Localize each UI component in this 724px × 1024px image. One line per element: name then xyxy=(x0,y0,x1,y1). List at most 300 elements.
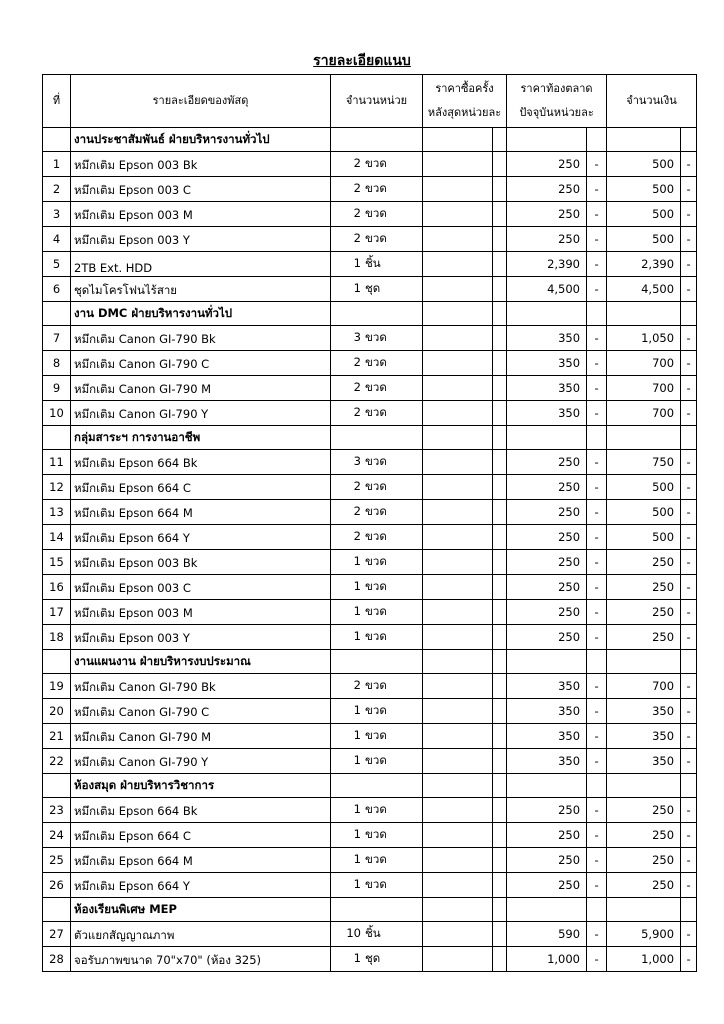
item-market-price: 250 xyxy=(507,177,587,202)
item-quantity xyxy=(331,152,423,177)
item-no: 19 xyxy=(43,674,71,699)
item-qty-number: 1 xyxy=(353,728,361,742)
group-lastprice-dash-cell xyxy=(493,426,507,450)
item-amount-dash: - xyxy=(681,947,697,972)
item-market-price: 350 xyxy=(507,326,587,351)
item-no: 9 xyxy=(43,376,71,401)
item-market-price-dash: - xyxy=(587,550,607,575)
item-amount: 350 xyxy=(607,699,681,724)
item-qty-number: 2 xyxy=(353,231,361,245)
item-qty-unit: ขวด xyxy=(365,405,387,419)
item-market-price-dash: - xyxy=(587,625,607,650)
item-quantity xyxy=(331,252,423,277)
item-qty-unit: ชุด xyxy=(365,281,381,295)
item-qty-number: 2 xyxy=(353,181,361,195)
group-market-cell xyxy=(507,774,587,798)
group-market-cell xyxy=(507,898,587,922)
item-last-price xyxy=(423,873,493,898)
item-market-price: 250 xyxy=(507,152,587,177)
item-qty-unit: ขวด xyxy=(365,852,387,866)
item-amount-dash: - xyxy=(681,475,697,500)
item-quantity xyxy=(331,376,423,401)
table-row xyxy=(43,699,697,724)
item-last-price-dash xyxy=(493,922,507,947)
item-qty-unit: ขวด xyxy=(365,504,387,518)
item-last-price xyxy=(423,823,493,848)
item-description: หมึกเติม Epson 003 Y xyxy=(71,227,331,252)
header-description: รายละเอียดของพัสดุ xyxy=(71,75,331,128)
table-row xyxy=(43,625,697,650)
item-last-price-dash xyxy=(493,823,507,848)
header-amount: จำนวนเงิน xyxy=(607,75,697,128)
item-amount-dash: - xyxy=(681,798,697,823)
item-amount-dash: - xyxy=(681,376,697,401)
item-qty-unit: ขวด xyxy=(365,454,387,468)
item-amount: 4,500 xyxy=(607,277,681,302)
item-description: หมึกเติม Epson 664 Y xyxy=(71,873,331,898)
item-no: 24 xyxy=(43,823,71,848)
item-no: 20 xyxy=(43,699,71,724)
item-market-price: 250 xyxy=(507,848,587,873)
item-no: 2 xyxy=(43,177,71,202)
group-no-cell xyxy=(43,128,71,152)
item-last-price xyxy=(423,326,493,351)
group-market-dash-cell xyxy=(587,426,607,450)
item-quantity xyxy=(331,450,423,475)
table-body xyxy=(43,128,697,972)
item-description: หมึกเติม Epson 003 M xyxy=(71,202,331,227)
group-amount-cell xyxy=(607,426,681,450)
table-row xyxy=(43,277,697,302)
group-row xyxy=(43,426,697,450)
item-description: หมึกเติม Epson 003 C xyxy=(71,575,331,600)
item-last-price-dash xyxy=(493,600,507,625)
group-lastprice-dash-cell xyxy=(493,302,507,326)
item-quantity xyxy=(331,600,423,625)
item-last-price xyxy=(423,351,493,376)
item-last-price-dash xyxy=(493,227,507,252)
table-row xyxy=(43,252,697,277)
group-market-cell xyxy=(507,128,587,152)
item-market-price-dash: - xyxy=(587,450,607,475)
group-amount-cell xyxy=(607,898,681,922)
item-qty-unit: ขวด xyxy=(365,231,387,245)
item-quantity xyxy=(331,823,423,848)
item-no: 3 xyxy=(43,202,71,227)
item-market-price-dash: - xyxy=(587,326,607,351)
item-quantity xyxy=(331,525,423,550)
item-qty-number: 1 xyxy=(353,802,361,816)
item-market-price: 350 xyxy=(507,351,587,376)
item-last-price-dash xyxy=(493,500,507,525)
item-quantity xyxy=(331,798,423,823)
group-no-cell xyxy=(43,774,71,798)
item-amount-dash: - xyxy=(681,500,697,525)
table-row xyxy=(43,873,697,898)
item-last-price-dash xyxy=(493,625,507,650)
item-qty-number: 1 xyxy=(353,951,361,965)
table-row xyxy=(43,450,697,475)
item-amount: 350 xyxy=(607,749,681,774)
item-amount: 250 xyxy=(607,600,681,625)
item-quantity xyxy=(331,227,423,252)
item-description: ชุดไมโครโฟนไร้สาย xyxy=(71,277,331,302)
group-title: ห้องเรียนพิเศษ MEP xyxy=(71,898,331,922)
item-no: 15 xyxy=(43,550,71,575)
item-amount-dash: - xyxy=(681,351,697,376)
item-last-price xyxy=(423,699,493,724)
table-row xyxy=(43,947,697,972)
item-no: 13 xyxy=(43,500,71,525)
item-amount-dash: - xyxy=(681,326,697,351)
item-qty-unit: ขวด xyxy=(365,728,387,742)
group-lastprice-cell xyxy=(423,302,493,326)
item-description: หมึกเติม Epson 003 Y xyxy=(71,625,331,650)
item-qty-unit: ขวด xyxy=(365,181,387,195)
item-qty-number: 3 xyxy=(353,330,361,344)
item-last-price-dash xyxy=(493,152,507,177)
item-amount-dash: - xyxy=(681,152,697,177)
item-last-price-dash xyxy=(493,277,507,302)
item-qty-unit: ขวด xyxy=(365,206,387,220)
group-row xyxy=(43,650,697,674)
table-row xyxy=(43,798,697,823)
item-qty-number: 3 xyxy=(353,454,361,468)
group-row xyxy=(43,128,697,152)
items-table xyxy=(42,74,697,972)
table-row xyxy=(43,724,697,749)
group-no-cell xyxy=(43,302,71,326)
item-market-price-dash: - xyxy=(587,525,607,550)
item-description: หมึกเติม Epson 003 Bk xyxy=(71,152,331,177)
item-market-price-dash: - xyxy=(587,177,607,202)
item-qty-unit: ขวด xyxy=(365,479,387,493)
item-description: ตัวแยกสัญญาณภาพ xyxy=(71,922,331,947)
item-market-price: 350 xyxy=(507,699,587,724)
group-amount-dash-cell xyxy=(681,302,697,326)
item-amount-dash: - xyxy=(681,525,697,550)
item-market-price-dash: - xyxy=(587,674,607,699)
item-market-price: 250 xyxy=(507,798,587,823)
group-no-cell xyxy=(43,898,71,922)
item-qty-unit: ขวด xyxy=(365,802,387,816)
item-last-price xyxy=(423,600,493,625)
item-amount-dash: - xyxy=(681,600,697,625)
item-amount: 700 xyxy=(607,351,681,376)
item-description: หมึกเติม Canon GI-790 Y xyxy=(71,401,331,426)
item-amount-dash: - xyxy=(681,575,697,600)
item-last-price xyxy=(423,674,493,699)
item-last-price-dash xyxy=(493,699,507,724)
table-row xyxy=(43,674,697,699)
item-qty-unit: ชิ้น xyxy=(365,926,381,940)
item-amount: 350 xyxy=(607,724,681,749)
table-row xyxy=(43,152,697,177)
item-last-price xyxy=(423,277,493,302)
group-market-cell xyxy=(507,650,587,674)
item-market-price-dash: - xyxy=(587,749,607,774)
table-row xyxy=(43,177,697,202)
table-row xyxy=(43,600,697,625)
document-title: รายละเอียดแนบ xyxy=(313,53,411,69)
item-amount: 750 xyxy=(607,450,681,475)
item-last-price xyxy=(423,500,493,525)
item-last-price-dash xyxy=(493,351,507,376)
group-qty-cell xyxy=(331,302,423,326)
item-last-price xyxy=(423,475,493,500)
item-no: 5 xyxy=(43,252,71,277)
group-qty-cell xyxy=(331,898,423,922)
item-description: หมึกเติม Canon GI-790 M xyxy=(71,376,331,401)
item-no: 12 xyxy=(43,475,71,500)
item-qty-unit: ขวด xyxy=(365,678,387,692)
item-amount-dash: - xyxy=(681,749,697,774)
group-qty-cell xyxy=(331,128,423,152)
item-description: หมึกเติม Canon GI-790 C xyxy=(71,699,331,724)
item-quantity xyxy=(331,277,423,302)
group-amount-cell xyxy=(607,650,681,674)
item-description: หมึกเติม Canon GI-790 M xyxy=(71,724,331,749)
item-qty-number: 2 xyxy=(353,206,361,220)
item-quantity xyxy=(331,947,423,972)
item-qty-unit: ชิ้น xyxy=(365,256,381,270)
item-amount: 5,900 xyxy=(607,922,681,947)
item-last-price-dash xyxy=(493,848,507,873)
item-amount: 250 xyxy=(607,873,681,898)
group-amount-dash-cell xyxy=(681,426,697,450)
table-row xyxy=(43,550,697,575)
item-market-price-dash: - xyxy=(587,699,607,724)
item-no: 6 xyxy=(43,277,71,302)
item-amount: 700 xyxy=(607,401,681,426)
item-market-price-dash: - xyxy=(587,202,607,227)
item-quantity xyxy=(331,749,423,774)
group-market-dash-cell xyxy=(587,128,607,152)
item-last-price xyxy=(423,401,493,426)
group-amount-cell xyxy=(607,128,681,152)
item-no: 25 xyxy=(43,848,71,873)
item-last-price-dash xyxy=(493,749,507,774)
item-qty-number: 1 xyxy=(353,554,361,568)
item-market-price-dash: - xyxy=(587,848,607,873)
item-amount-dash: - xyxy=(681,550,697,575)
item-last-price xyxy=(423,376,493,401)
group-title: งาน DMC ฝ่ายบริหารงานทั่วไป xyxy=(71,302,331,326)
group-market-cell xyxy=(507,302,587,326)
item-last-price-dash xyxy=(493,724,507,749)
item-amount-dash: - xyxy=(681,922,697,947)
table-row xyxy=(43,922,697,947)
item-qty-number: 1 xyxy=(353,256,361,270)
item-amount: 500 xyxy=(607,500,681,525)
item-qty-number: 1 xyxy=(353,604,361,618)
item-amount: 500 xyxy=(607,202,681,227)
item-qty-number: 2 xyxy=(353,504,361,518)
table-row xyxy=(43,848,697,873)
group-title: กลุ่มสาระฯ การงานอาชีพ xyxy=(71,426,331,450)
item-last-price-dash xyxy=(493,177,507,202)
item-qty-number: 1 xyxy=(353,281,361,295)
item-market-price: 250 xyxy=(507,873,587,898)
item-qty-number: 2 xyxy=(353,479,361,493)
item-amount-dash: - xyxy=(681,227,697,252)
item-last-price xyxy=(423,525,493,550)
group-title: ห้องสมุด ฝ่ายบริหารวิชาการ xyxy=(71,774,331,798)
item-market-price-dash: - xyxy=(587,873,607,898)
item-qty-number: 2 xyxy=(353,529,361,543)
item-amount-dash: - xyxy=(681,724,697,749)
item-qty-unit: ขวด xyxy=(365,629,387,643)
group-lastprice-dash-cell xyxy=(493,128,507,152)
item-last-price xyxy=(423,575,493,600)
item-last-price-dash xyxy=(493,450,507,475)
table-row xyxy=(43,351,697,376)
group-lastprice-cell xyxy=(423,898,493,922)
table-row xyxy=(43,525,697,550)
item-market-price: 250 xyxy=(507,600,587,625)
item-quantity xyxy=(331,550,423,575)
item-amount: 2,390 xyxy=(607,252,681,277)
item-quantity xyxy=(331,625,423,650)
item-market-price: 250 xyxy=(507,575,587,600)
item-market-price-dash: - xyxy=(587,600,607,625)
item-description: จอรับภาพขนาด 70"x70" (ห้อง 325) xyxy=(71,947,331,972)
item-last-price xyxy=(423,450,493,475)
item-no: 28 xyxy=(43,947,71,972)
item-market-price: 250 xyxy=(507,475,587,500)
item-market-price-dash: - xyxy=(587,500,607,525)
header-market-price: ราคาท้องตลาด ปัจจุบันหน่วยละ xyxy=(507,75,607,128)
item-no: 1 xyxy=(43,152,71,177)
item-no: 4 xyxy=(43,227,71,252)
group-qty-cell xyxy=(331,650,423,674)
item-qty-unit: ขวด xyxy=(365,355,387,369)
group-lastprice-dash-cell xyxy=(493,774,507,798)
item-qty-number: 2 xyxy=(353,355,361,369)
item-market-price-dash: - xyxy=(587,575,607,600)
item-description: หมึกเติม Epson 664 M xyxy=(71,500,331,525)
item-market-price: 350 xyxy=(507,376,587,401)
item-amount-dash: - xyxy=(681,252,697,277)
item-amount: 250 xyxy=(607,550,681,575)
item-quantity xyxy=(331,326,423,351)
item-description: หมึกเติม Canon GI-790 Bk xyxy=(71,326,331,351)
item-quantity xyxy=(331,674,423,699)
item-amount: 1,050 xyxy=(607,326,681,351)
item-qty-number: 2 xyxy=(353,405,361,419)
group-row xyxy=(43,302,697,326)
item-no: 8 xyxy=(43,351,71,376)
item-market-price: 250 xyxy=(507,625,587,650)
item-qty-number: 1 xyxy=(353,703,361,717)
item-quantity xyxy=(331,177,423,202)
table-row xyxy=(43,401,697,426)
item-no: 18 xyxy=(43,625,71,650)
item-market-price: 250 xyxy=(507,823,587,848)
item-last-price xyxy=(423,252,493,277)
item-market-price: 250 xyxy=(507,202,587,227)
item-last-price-dash xyxy=(493,475,507,500)
item-amount-dash: - xyxy=(681,823,697,848)
item-no: 27 xyxy=(43,922,71,947)
item-amount-dash: - xyxy=(681,848,697,873)
item-amount-dash: - xyxy=(681,674,697,699)
item-qty-unit: ขวด xyxy=(365,554,387,568)
item-last-price xyxy=(423,724,493,749)
item-qty-unit: ขวด xyxy=(365,380,387,394)
item-last-price xyxy=(423,798,493,823)
item-last-price xyxy=(423,625,493,650)
item-amount: 500 xyxy=(607,177,681,202)
table-row xyxy=(43,227,697,252)
group-amount-dash-cell xyxy=(681,774,697,798)
item-market-price-dash: - xyxy=(587,823,607,848)
group-lastprice-cell xyxy=(423,128,493,152)
table-row xyxy=(43,326,697,351)
item-qty-number: 2 xyxy=(353,678,361,692)
item-market-price-dash: - xyxy=(587,401,607,426)
header-no: ที่ xyxy=(43,75,71,128)
item-last-price xyxy=(423,848,493,873)
item-qty-number: 1 xyxy=(353,579,361,593)
item-last-price-dash xyxy=(493,674,507,699)
item-amount: 500 xyxy=(607,152,681,177)
group-qty-cell xyxy=(331,426,423,450)
item-qty-unit: ขวด xyxy=(365,529,387,543)
item-amount-dash: - xyxy=(681,202,697,227)
item-qty-number: 1 xyxy=(353,753,361,767)
item-amount-dash: - xyxy=(681,699,697,724)
item-market-price: 250 xyxy=(507,450,587,475)
table-row xyxy=(43,823,697,848)
item-qty-number: 1 xyxy=(353,852,361,866)
item-last-price-dash xyxy=(493,202,507,227)
item-market-price: 350 xyxy=(507,749,587,774)
item-description: หมึกเติม Epson 664 C xyxy=(71,475,331,500)
item-description: หมึกเติม Canon GI-790 Bk xyxy=(71,674,331,699)
item-market-price: 350 xyxy=(507,724,587,749)
group-no-cell xyxy=(43,426,71,450)
item-market-price: 2,390 xyxy=(507,252,587,277)
group-market-dash-cell xyxy=(587,774,607,798)
item-quantity xyxy=(331,475,423,500)
item-last-price xyxy=(423,227,493,252)
item-amount: 1,000 xyxy=(607,947,681,972)
item-description: หมึกเติม Epson 664 Bk xyxy=(71,450,331,475)
item-quantity xyxy=(331,699,423,724)
item-no: 23 xyxy=(43,798,71,823)
group-amount-cell xyxy=(607,774,681,798)
item-last-price-dash xyxy=(493,550,507,575)
item-last-price-dash xyxy=(493,947,507,972)
item-description: หมึกเติม Epson 664 M xyxy=(71,848,331,873)
item-market-price: 4,500 xyxy=(507,277,587,302)
item-market-price-dash: - xyxy=(587,947,607,972)
item-amount: 500 xyxy=(607,475,681,500)
item-description: หมึกเติม Epson 003 Bk xyxy=(71,550,331,575)
item-no: 7 xyxy=(43,326,71,351)
item-market-price-dash: - xyxy=(587,351,607,376)
group-market-dash-cell xyxy=(587,898,607,922)
table-row xyxy=(43,500,697,525)
group-title: งานแผนงาน ฝ่ายบริหารงบประมาณ xyxy=(71,650,331,674)
item-no: 10 xyxy=(43,401,71,426)
item-no: 22 xyxy=(43,749,71,774)
item-qty-number: 1 xyxy=(353,877,361,891)
item-last-price xyxy=(423,177,493,202)
item-last-price xyxy=(423,947,493,972)
item-market-price: 250 xyxy=(507,525,587,550)
